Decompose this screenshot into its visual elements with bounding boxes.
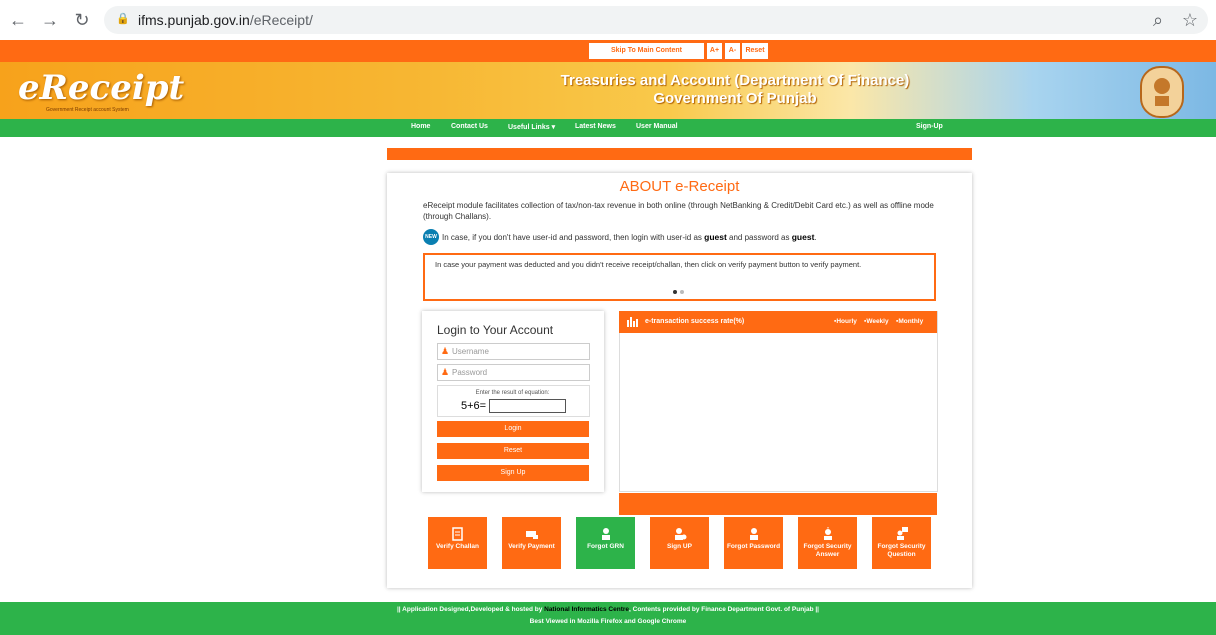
logo-subtitle: Government Receipt account System [46,107,129,113]
notice-text: In case your payment was deducted and you didn't receive receipt/challan, then click on verify payment button to verify payment. [435,260,862,269]
verify-challan-tile[interactable] [428,517,487,569]
url-text: ifms.punjab.gov.in/eReceipt/ [138,12,313,28]
bookmark-star-icon[interactable]: ☆ [1181,10,1199,30]
bar-chart-icon [627,316,638,330]
nav-latest-news[interactable]: Latest News [575,123,616,130]
reset-button[interactable]: Reset [437,443,589,459]
tile-label: Verify Payment [508,543,555,550]
zoom-icon[interactable]: ⌕ [1152,10,1164,30]
document-icon [451,527,465,541]
user-question-icon [895,527,909,541]
lock-icon: 🔒 [116,13,130,25]
nav-contact-us[interactable]: Contact Us [451,123,488,130]
nic-link[interactable]: National Informatics Centre [544,606,630,613]
back-icon[interactable]: ← [9,10,27,30]
user-idea-icon [821,527,835,541]
ereceipt-logo[interactable]: eReceipt [18,68,185,108]
chart-option-weekly[interactable]: ▪Weekly [864,318,889,325]
header-title-line1: Treasuries and Account (Department Of Finance) [560,72,910,89]
captcha-input[interactable] [489,399,566,413]
tile-label: Sign UP [667,543,692,550]
forgot-security-answer-tile[interactable] [798,517,857,569]
forward-icon[interactable]: → [41,10,59,30]
punjab-emblem-icon [1140,66,1184,118]
verify-payment-tile[interactable] [502,517,561,569]
font-reset-button[interactable]: Reset [742,43,768,59]
forgot-password-tile[interactable] [724,517,783,569]
payment-hand-icon [525,527,539,541]
footer-browser-note: Best Viewed in Mozilla Firefox and Google Chrome [529,618,687,625]
footer-credits: || Application Designed,Developed & hosted by National Informatics Centre, Contents provided by Finance Department Govt. of Punjab || [396,606,820,613]
skip-to-main-button[interactable]: Skip To Main Content [589,43,704,59]
new-badge-icon: NEW [423,229,439,245]
nav-home[interactable]: Home [411,123,431,130]
tile-label: Forgot Security Answer [803,543,852,558]
nav-user-manual[interactable]: User Manual [636,123,678,130]
username-placeholder: Username [452,347,489,356]
tile-label: Verify Challan [436,543,479,550]
about-title: ABOUT e-Receipt [619,178,740,195]
carousel-dot-1[interactable] [673,290,677,294]
reload-icon[interactable]: ↻ [74,10,90,30]
chart-footer [619,493,937,515]
chart-title: e-transaction success rate(%) [645,318,745,325]
login-title: Login to Your Account [437,323,554,337]
captcha-equation: 5+6= [461,400,487,412]
font-increase-button[interactable]: A+ [707,43,722,59]
about-description: eReceipt module facilitates collection of tax/non-tax revenue in both online (through NetBanking & Credit/Debit Card etc.) as well as offline mode (through Challans). [423,201,934,221]
forgot-security-question-tile[interactable] [872,517,931,569]
nav-useful-links[interactable]: Useful Links ▾ [508,124,556,131]
guest-login-note: In case, if you don't have user-id and password, then login with user-id as guest and password as guest. [442,232,817,242]
user-icon [747,527,761,541]
login-button[interactable]: Login [437,421,589,437]
chart-option-monthly[interactable]: ▪Monthly [896,318,924,325]
tile-label: Forgot Password [726,543,781,550]
header-title-line2: Government Of Punjab [653,90,817,107]
chart-option-hourly[interactable]: ▪Hourly [834,318,857,325]
user-icon: ♟ [441,367,450,377]
user-icon: ♟ [441,346,450,356]
forgot-grn-tile[interactable] [576,517,635,569]
carousel-dot-2[interactable] [680,290,684,294]
password-placeholder: Password [452,368,488,377]
nav-sign-up[interactable]: Sign-Up [916,123,943,130]
sign-up-tile[interactable] [650,517,709,569]
sign-up-button[interactable]: Sign Up [437,465,589,481]
tile-label: Forgot Security Question [877,543,926,558]
marquee-strip [387,148,972,160]
user-icon [599,527,613,541]
font-decrease-button[interactable]: A- [725,43,740,59]
captcha-label: Enter the result of equation: [475,390,550,396]
chart-panel [619,311,938,492]
tile-label: Forgot GRN [587,543,624,550]
add-user-icon [673,527,687,541]
